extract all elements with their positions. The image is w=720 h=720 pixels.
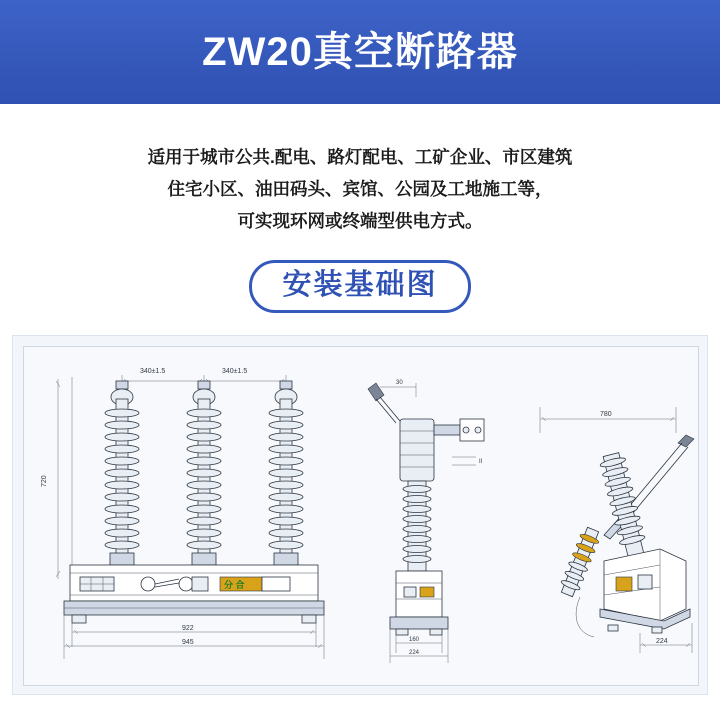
- dim-side-base-outer: 224: [409, 650, 420, 657]
- side-view-bushing: [403, 481, 431, 571]
- page-banner: [0, 0, 720, 104]
- iso-secondary-bushing: [558, 526, 603, 598]
- dim-side-base-inner: 160: [409, 637, 420, 644]
- description-line-3: 可实现环网或终端型供电方式。: [237, 210, 483, 231]
- dim-pole-spacing-2: 340±1.5: [222, 368, 248, 376]
- description-line-2: 住宅小区、油田码头、宾馆、公园及工地施工等，: [167, 178, 553, 199]
- side-view-body: [390, 571, 448, 635]
- page-title: ZW20真空断路器: [202, 30, 518, 74]
- front-view-base: [64, 601, 324, 623]
- dim-iso-base-depth: 224: [656, 638, 668, 646]
- section-heading: [0, 260, 720, 314]
- dim-base-width-inner: 922: [182, 625, 194, 633]
- front-view-body: [70, 565, 318, 601]
- section-pill-label: 安装基础图: [249, 260, 470, 314]
- installation-drawing-panel: [12, 335, 708, 695]
- iso-body: [576, 549, 690, 637]
- side-view-detail-leader: [452, 457, 476, 465]
- dim-iso-overall-length: 780: [600, 411, 612, 419]
- front-view-base-dimensions: [64, 615, 324, 659]
- bushing-group-1: [105, 381, 139, 565]
- technical-drawing: [24, 347, 700, 687]
- isometric-view-group: [540, 407, 694, 653]
- drawing-canvas: [23, 346, 699, 686]
- dim-side-detail-mark: II: [479, 459, 483, 466]
- bushing-group-2: [187, 381, 221, 565]
- front-view-height-dimension: [56, 379, 60, 579]
- label-operation-plate: 分 合: [224, 580, 245, 591]
- bushing-group-3: [269, 381, 303, 565]
- side-view-upper-housing: [400, 419, 484, 481]
- front-view-group: [41, 368, 324, 659]
- product-description: [0, 142, 720, 238]
- dim-pole-spacing-1: 340±1.5: [140, 368, 166, 376]
- side-view-group: [368, 380, 484, 663]
- iso-bushing: [598, 452, 648, 559]
- dim-overall-height: 720: [41, 475, 48, 488]
- front-view-spacing-dimensions: [72, 375, 286, 572]
- description-line-1: 适用于城市公共.配电、路灯配电、工矿企业、市区建筑: [147, 147, 573, 167]
- side-view-top-arm: [368, 383, 416, 423]
- dim-base-width-outer: 945: [182, 639, 194, 647]
- dim-side-top-angle: 30: [396, 380, 403, 387]
